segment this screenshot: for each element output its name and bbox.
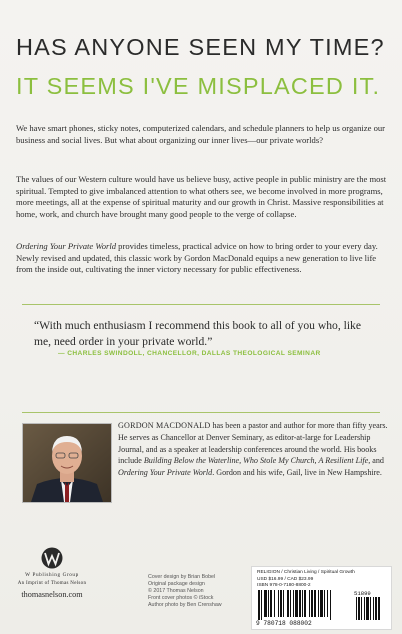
barcode-label — [251, 566, 392, 630]
barcode-bar — [302, 590, 303, 617]
barcode-bar — [283, 590, 284, 617]
bio-text-3: . Gordon and his wife, Gail, live in New Hampshire. — [212, 468, 382, 478]
barcode-bar — [278, 590, 279, 617]
barcode-addon-bar — [373, 597, 374, 620]
barcode-bar — [304, 590, 306, 617]
credit-line: © 2017 Thomas Nelson — [148, 588, 204, 595]
bio-text: has been a pastor and author for more than fifty years. He serves as Chancellor at Denver Seminary, as editor-at-large for Leadership Journal, and as a speaker at leadership conferences around the world. His books include — [118, 421, 388, 466]
barcode-bar — [270, 590, 272, 617]
author-photo — [22, 423, 112, 503]
barcode-bar — [309, 590, 310, 617]
barcode-bar — [268, 590, 269, 617]
barcode-bar — [264, 590, 267, 617]
book-title: Ordering Your Private World — [16, 241, 117, 251]
publisher-name: W Publishing Group — [25, 572, 79, 578]
bio-books: Building Below the Waterline, Who Stole My Church, A Resilient Life — [143, 456, 369, 466]
barcode-bar — [290, 590, 291, 617]
barcode-bar — [314, 590, 316, 617]
barcode-number: 9 780718 088002 — [256, 620, 312, 627]
divider-top — [22, 304, 380, 305]
w-publishing-logo-icon — [40, 547, 64, 569]
barcode-addon-bar — [356, 597, 357, 620]
summary-text: provides timeless, practical advice on how to bring order to your every day. Newly revised and updated, this classic work by Gordon MacDonald equips a new generation to live life from the inside out, cultivating the inner victory necessary for public effectiveness. — [16, 241, 378, 275]
credit-line: Front cover photos © iStock — [148, 595, 214, 602]
barcode-bar — [324, 590, 325, 617]
isbn: ISBN 978-0-7180-8800-2 — [257, 583, 311, 588]
price: USD $16.99 / CAD $23.99 — [257, 577, 314, 582]
paragraph-values: The values of our Western culture would have us believe busy, active people in public ministry are the most spiritual. Tempted to give imbalanced attention to what others see, we become involved in more programs, more meetings, all at the expense of spiritual maturity and our growth in Christ. Massive responsibilities at home, work, and church have brought many good people to the verge of collapse. — [16, 174, 387, 220]
barcode-bar — [330, 590, 331, 620]
barcode-addon-bar — [375, 597, 377, 620]
barcode-bar — [327, 590, 328, 617]
endorsement-attribution: — CHARLES SWINDOLL, CHANCELLOR, DALLAS THEOLOGICAL SEMINAR — [58, 350, 321, 357]
barcode-bar — [258, 590, 260, 620]
barcode-addon-number: 51899 — [354, 590, 371, 597]
barcode-bar — [280, 590, 282, 617]
publisher-imprint: An Imprint of Thomas Nelson — [17, 581, 87, 586]
barcode-addon-bar — [366, 597, 369, 620]
design-credits — [148, 574, 238, 609]
bio-book-title: Ordering Your Private World — [118, 468, 213, 478]
author-name: GORDON MACDONALD — [118, 421, 211, 430]
bio-text-2: , and — [368, 456, 384, 466]
barcode-addon-bar — [370, 597, 371, 620]
barcode-addon-bar — [378, 597, 380, 620]
barcode-addon-bar — [364, 597, 365, 620]
publisher-website: thomasnelson.com — [21, 590, 83, 599]
barcode-bar — [299, 590, 301, 617]
barcode-bar — [295, 590, 298, 617]
barcode-bar — [318, 590, 319, 617]
barcode-bar — [274, 590, 275, 617]
barcode-bar — [261, 590, 262, 620]
barcode-bar — [287, 590, 289, 617]
bisac-category: RELIGION / Christian Living / Spiritual Growth — [257, 570, 355, 575]
credit-line: Cover design by Brian Bobel — [148, 574, 216, 580]
author-bio — [118, 420, 390, 479]
divider-bottom — [22, 412, 380, 413]
headline-line-2: IT SEEMS I'VE MISPLACED IT. — [16, 73, 381, 99]
barcode-bar — [311, 590, 313, 617]
barcode-icon — [256, 590, 388, 620]
publisher-block — [12, 547, 92, 599]
credit-line: Author photo by Ben Crenshaw — [148, 602, 222, 609]
barcode-bar — [293, 590, 294, 617]
endorsement-quote: “With much enthusiasm I recommend this book to all of you who, like me, need order in your private world.” — [34, 319, 361, 348]
barcode-bar — [320, 590, 323, 617]
paragraph-intro: We have smart phones, sticky notes, computerized calendars, and schedule planners to help us organize our business and social lives. But what about organizing our inner lives—our private worlds? — [16, 123, 386, 145]
barcode-addon-bar — [361, 597, 362, 620]
headline-line-1: HAS ANYONE SEEN MY TIME? — [16, 34, 385, 60]
barcode-addon-bar — [358, 597, 360, 620]
credit-line: Original package design — [148, 581, 205, 588]
paragraph-book-summary — [16, 241, 388, 276]
